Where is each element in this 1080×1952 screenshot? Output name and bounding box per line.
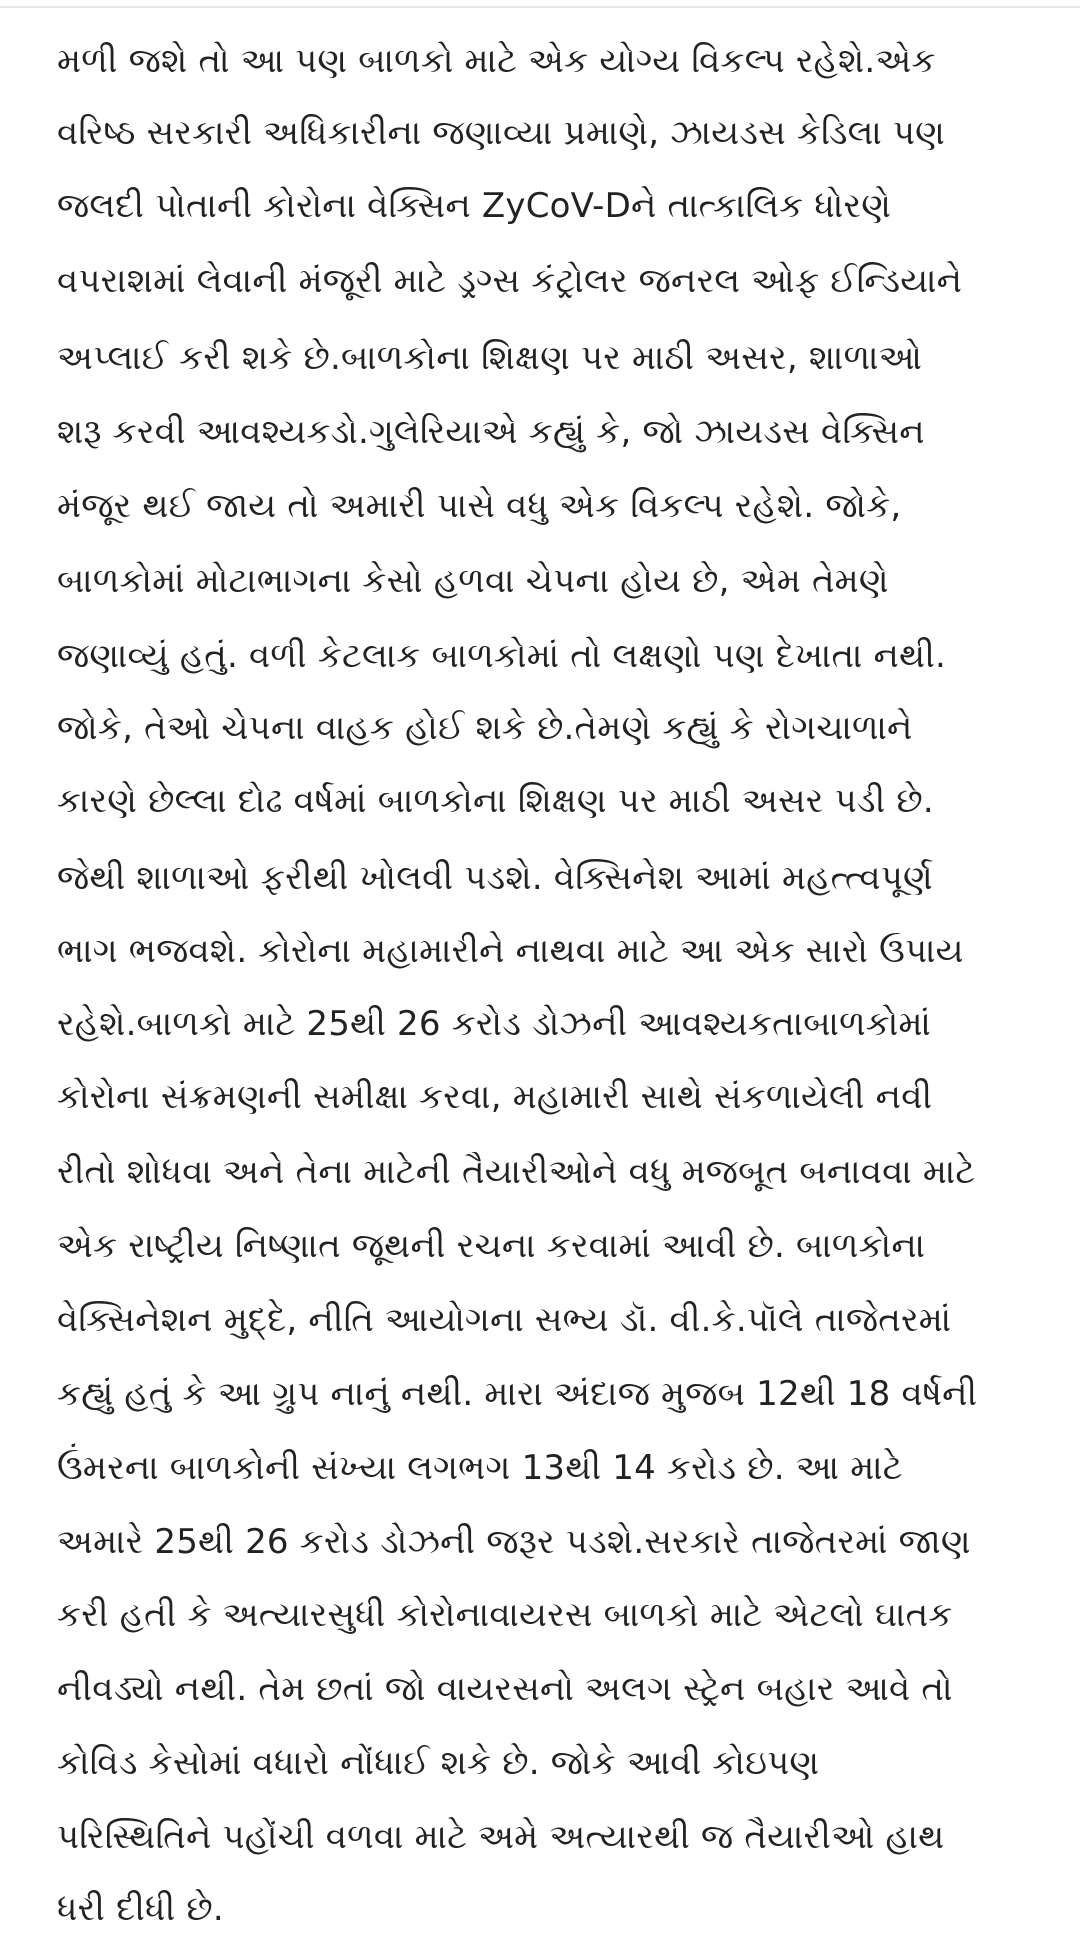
article-line: રીતો શોધવા અને તેના માટેની તૈયારીઓને વધુ મજબૂત બનાવવા માટે	[57, 1152, 976, 1192]
article-line: રહેશે.બાળકો માટે 25થી 26 કરોડ ડોઝની આવશ્યકતાબાળકોમાં	[57, 1004, 932, 1044]
article-line: કરી હતી કે અત્યારસુધી કોરોનાવાયરસ બાળકો માટે એટલો ઘાતક	[57, 1595, 953, 1635]
article-line: અમારે 25થી 26 કરોડ ડોઝની જરૂર પડશે.સરકારે તાજેતરમાં જાણ	[57, 1522, 971, 1562]
article-line: એક રાષ્ટ્રીય નિષ્ણાત જૂથની રચના કરવામાં આવી છે. બાળકોના	[57, 1226, 926, 1266]
article-line: જેથી શાળાઓ ફરીથી ખોલવી પડશે. વેક્સિનેશ આમાં મહત્ત્વપૂર્ણ	[57, 858, 933, 898]
article-line: જલદી પોતાની કોરોના વેક્સિન ZyCoV-Dને તાત્કાલિક ધોરણે	[57, 186, 892, 226]
article-line: ભાગ ભજવશે. કોરોના મહામારીને નાથવા માટે આ એક સારો ઉપાય	[57, 931, 964, 971]
article-line: અપ્લાઈ કરી શકે છે.બાળકોના શિક્ષણ પર માઠી અસર, શાળાઓ	[57, 338, 923, 378]
article-line: નીવડ્યો નથી. તેમ છતાં જો વાયરસનો અલગ સ્ટ્રેન બહાર આવે તો	[57, 1669, 953, 1709]
article-line: શરૂ કરવી આવશ્યકડો.ગુલેરિયાએ કહ્યું કે, જો ઝાયડસ વેક્સિન	[57, 412, 925, 452]
top-divider	[0, 0, 1080, 8]
article-line: કારણે છેલ્લા દોઢ વર્ષમાં બાળકોના શિક્ષણ પર માઠી અસર પડી છે.	[57, 781, 934, 821]
article-line: કહ્યું હતું કે આ ગ્રુપ નાનું નથી. મારા અંદાજ મુજબ 12થી 18 વર્ષની	[57, 1374, 978, 1414]
article-line: ધરી દીધી છે.	[57, 1889, 224, 1929]
article-line: પરિસ્થિતિને પહોંચી વળવા માટે અમે અત્યારથી જ તૈયારીઓ હાથ	[57, 1817, 945, 1857]
article-line: બાળકોમાં મોટાભાગના કેસો હળવા ચેપના હોય છે, એમ તેમણે	[57, 561, 889, 601]
article-line: મળી જશે તો આ પણ બાળકો માટે એક યોગ્ય વિકલ્પ રહેશે.એક	[57, 41, 936, 81]
article-line: જોકે, તેઓ ચેપના વાહક હોઈ શકે છે.તેમણે કહ્યું કે રોગચાળાને	[57, 708, 913, 748]
article-line: વપરાશમાં લેવાની મંજૂરી માટે ડ્રગ્સ કંટ્રોલર જનરલ ઓફ ઈન્ડિયાને	[57, 261, 963, 301]
article-line: કોવિડ કેસોમાં વધારો નોંધાઈ શકે છે. જોકે આવી કોઇપણ	[57, 1743, 820, 1783]
article-line: વેક્સિનેશન મુદ્દે, નીતિ આયોગના સભ્ય ડૉ. વી.કે.પૉલે તાજેતરમાં	[57, 1300, 952, 1340]
article-line: મંજૂર થઈ જાય તો અમારી પાસે વધુ એક વિકલ્પ રહેશે. જોકે,	[57, 486, 902, 526]
article-line: વરિષ્ઠ સરકારી અધિકારીના જણાવ્યા પ્રમાણે, ઝાયડસ કેડિલા પણ	[57, 113, 945, 153]
article-line: ઉંમરના બાળકોની સંખ્યા લગભગ 13થી 14 કરોડ છે. આ માટે	[57, 1448, 903, 1488]
article-line: જણાવ્યું હતું. વળી કેટલાક બાળકોમાં તો લક્ષણો પણ દેખાતા નથી.	[57, 636, 947, 676]
article-line: કોરોના સંક્રમણની સમીક્ષા કરવા, મહામારી સાથે સંકળાયેલી નવી	[57, 1077, 933, 1117]
